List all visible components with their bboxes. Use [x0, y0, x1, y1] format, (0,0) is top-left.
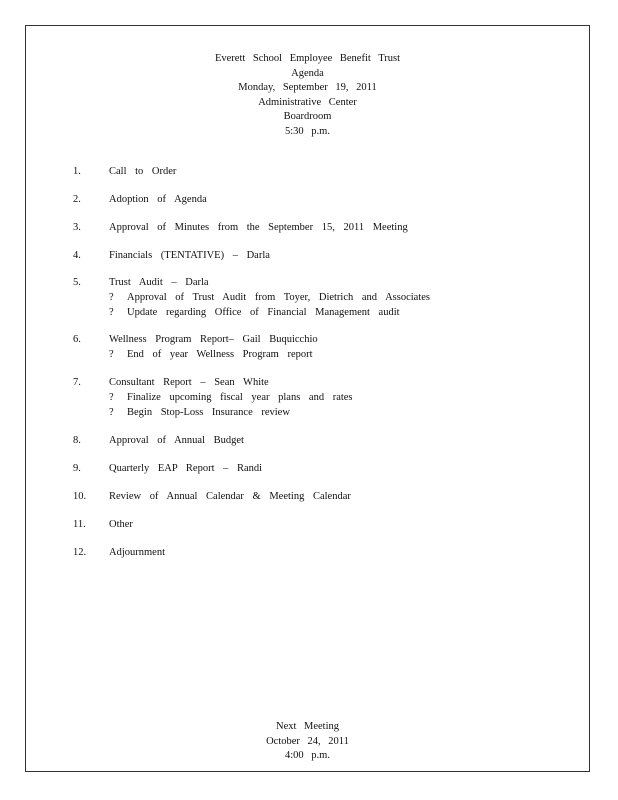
item-title: Call to Order: [109, 166, 177, 177]
next-meeting-time: 4:00 p.m.: [285, 750, 330, 761]
bullet-glyph: ?: [109, 407, 114, 418]
item-number: 7.: [73, 377, 81, 388]
sub-item-text: Approval of Trust Audit from Toyer, Dietrich and Associates: [127, 292, 430, 303]
item-number: 8.: [73, 435, 81, 446]
sub-item-text: End of year Wellness Program report: [127, 349, 313, 360]
item-number: 1.: [73, 166, 81, 177]
sub-item-text: Begin Stop-Loss Insurance review: [127, 407, 290, 418]
item-number: 3.: [73, 222, 81, 233]
sub-item: [109, 307, 400, 318]
item-title: Approval of Minutes from the September 15, 2011 Meeting: [109, 222, 408, 233]
sub-item: [109, 392, 353, 403]
item-number: 11.: [73, 519, 86, 530]
trust-name: Everett School Employee Benefit Trust: [214, 53, 401, 64]
bullet-glyph: ?: [109, 392, 114, 403]
agenda-page: [25, 25, 590, 772]
item-title: Consultant Report – Sean White: [109, 377, 269, 388]
item-number: 12.: [73, 547, 87, 558]
item-number: 2.: [73, 194, 81, 205]
document-title: Agenda: [291, 67, 324, 79]
meeting-date: Monday, September 19, 2011: [238, 82, 377, 93]
item-title: Other: [109, 519, 133, 530]
bullet-glyph: ?: [109, 292, 114, 303]
next-meeting-date: October 24, 2011: [266, 735, 349, 747]
item-title: Quarterly EAP Report – Randi: [109, 463, 263, 474]
item-number: 10.: [73, 491, 87, 502]
item-number: 5.: [73, 277, 81, 288]
meeting-time: 5:30 p.m.: [285, 125, 330, 137]
next-meeting-label: Next Meeting: [275, 721, 340, 732]
item-title: Adjournment: [109, 547, 165, 558]
agenda-header: [26, 52, 589, 139]
sub-item: [109, 349, 313, 360]
meeting-location: Administrative Center: [258, 96, 357, 108]
item-number: 6.: [73, 334, 81, 345]
item-title: Review of Annual Calendar & Meeting Calendar: [109, 491, 351, 502]
bullet-glyph: ?: [109, 307, 114, 318]
meeting-room: Boardroom: [283, 111, 332, 122]
item-title: Trust Audit – Darla: [109, 277, 209, 288]
sub-item: [109, 407, 290, 418]
sub-item: [109, 292, 430, 303]
item-number: 9.: [73, 463, 81, 474]
next-meeting: [26, 720, 589, 764]
item-title: Adoption of Agenda: [109, 194, 207, 205]
item-title: Approval of Annual Budget: [109, 435, 244, 446]
bullet-glyph: ?: [109, 349, 114, 360]
sub-item-text: Finalize upcoming fiscal year plans and rates: [127, 392, 353, 403]
item-title: Financials (TENTATIVE) – Darla: [109, 250, 270, 261]
sub-item-text: Update regarding Office of Financial Management audit: [127, 307, 400, 318]
item-number: 4.: [73, 250, 81, 261]
item-title: Wellness Program Report– Gail Buquicchio: [109, 334, 318, 345]
